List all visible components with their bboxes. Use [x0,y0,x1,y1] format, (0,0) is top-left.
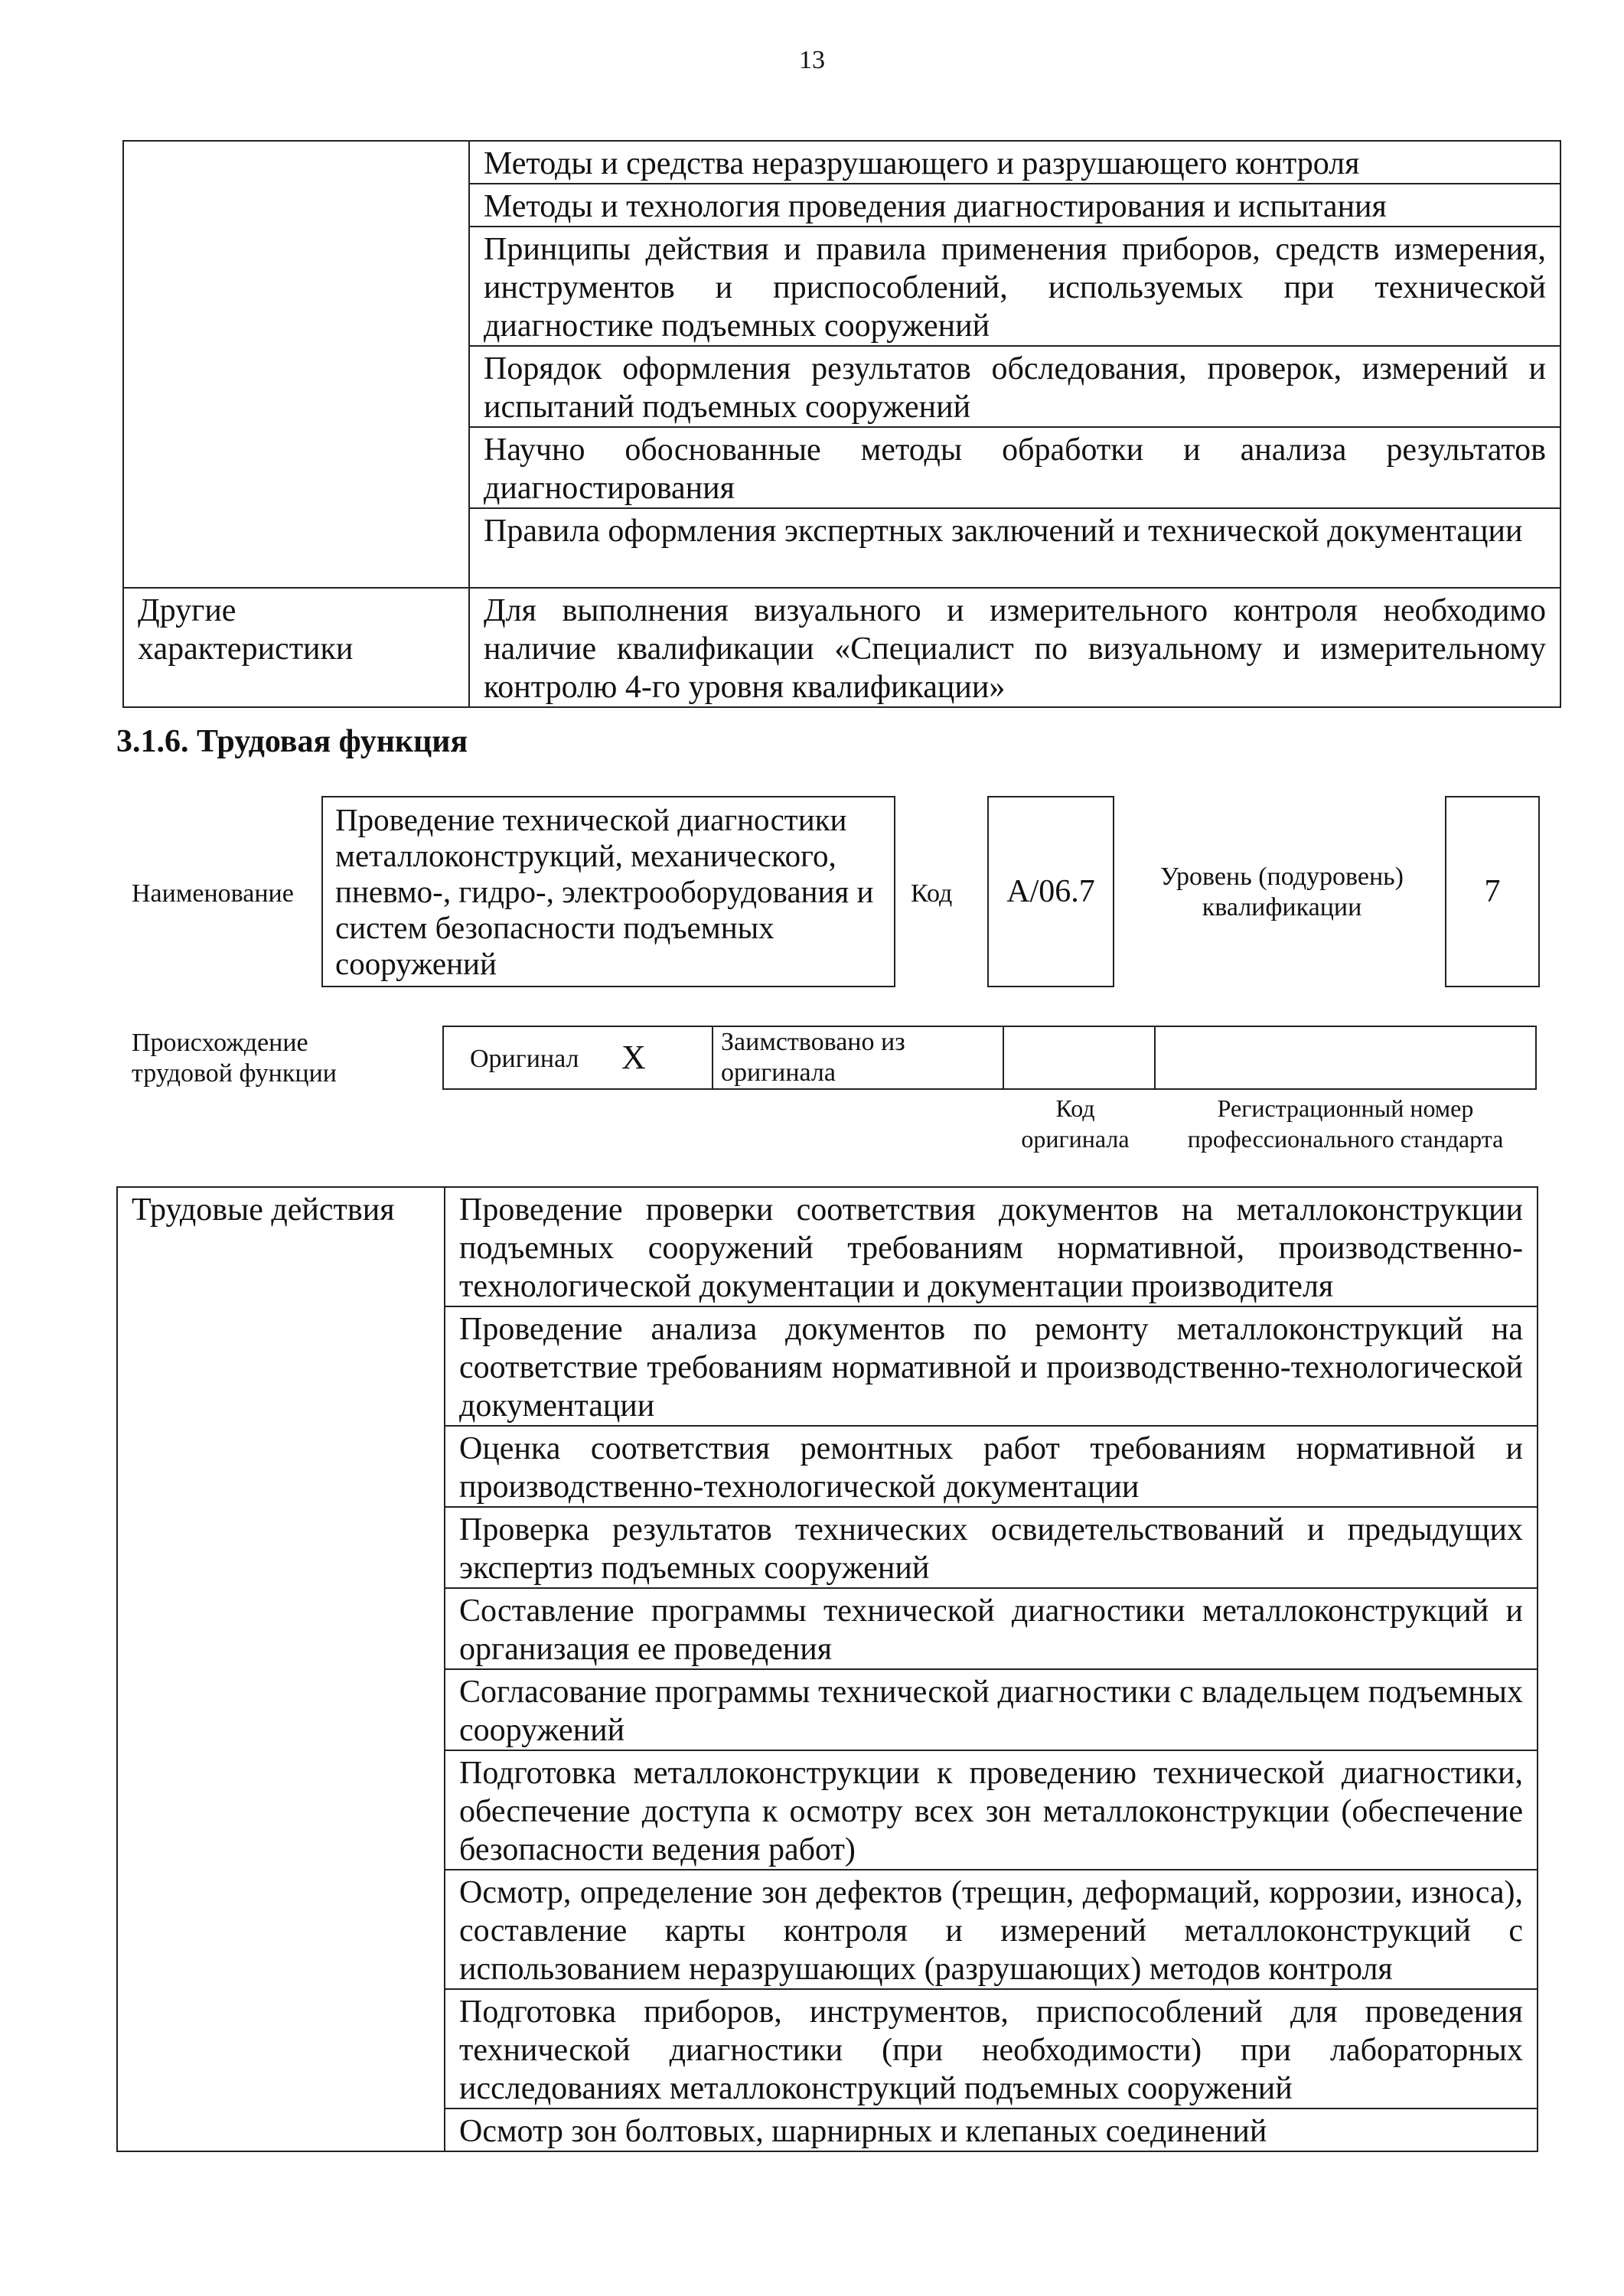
knowledge-row: Методы и средства неразрушающего и разрушающего контроля [469,141,1560,184]
code-original-cell [1003,1027,1156,1088]
original-mark: X [621,1039,646,1076]
borrowed-label: Заимствовано из оригинала [721,1028,905,1087]
labor-action: Составление программы технической диагностики металлоконструкций и организация ее проведения [445,1588,1538,1669]
knowledge-row: Принципы действия и правила применения приборов, средств измерения, инструментов и приспособлений, используемых при технической диагностике подъемных сооружений [469,227,1560,346]
code-label: Код [911,879,953,908]
other-characteristics-value: Для выполнения визуального и измерительного контроля необходимо наличие квалификации «Специалист по визуальному и измерительному контролю 4-го уровня квалификации» [469,588,1560,707]
original-label: Оригинал [470,1045,579,1073]
level-box [1445,796,1540,987]
labor-action: Подготовка приборов, инструментов, приспособлений для проведения технической диагностики (при необходимости) при лабораторных исследованиях металлоконструкций подъемных сооружений [445,1989,1538,2108]
function-name: Проведение технической диагностики металлоконструкций, механического, пневмо-, гидро-, электрооборудования и систем безопасности подъемных сооружений [335,802,874,981]
knowledge-row: Порядок оформления результатов обследования, проверок, измерений и испытаний подъемных сооружений [469,346,1560,427]
reg-number-caption: Регистрационный номер профессионального стандарта [1187,1094,1504,1153]
origin-label: Происхождение трудовой функции [132,1029,337,1088]
origin-row [442,1026,1537,1090]
labor-action: Оценка соответствия ремонтных работ требованиям нормативной и производственно-технологической документации [445,1426,1538,1507]
knowledge-row: Научно обоснованные методы обработки и анализа результатов диагностирования [469,427,1560,508]
knowledge-row: Правила оформления экспертных заключений и технической документации [469,508,1560,588]
labor-action: Подготовка металлоконструкции к проведению технической диагностики, обеспечение доступа к осмотру всех зон металлоконструкции (обеспечение безопасности ведения работ) [445,1750,1538,1870]
labor-actions-table [116,1186,1538,2152]
knowledge-table [122,140,1561,708]
name-box [321,796,895,987]
labor-action: Согласование программы технической диагностики с владельцем подъемных сооружений [445,1669,1538,1750]
level-label: Уровень (подуровень) квалификации [1159,863,1404,921]
empty-label-cell [123,141,469,588]
labor-actions-label: Трудовые действия [117,1187,445,2151]
code-value: A/06.7 [1006,874,1095,909]
labor-action: Проведение проверки соответствия документов на металлоконструкции подъемных сооружений требованиям нормативной, производственно-технологической документации и документации производителя [445,1187,1538,1306]
labor-action: Проведение анализа документов по ремонту металлоконструкций на соответствие требованиям нормативной и производственно-технологической документации [445,1306,1538,1426]
code-box [987,796,1114,987]
reg-number-cell [1154,1027,1537,1088]
level-value: 7 [1484,874,1501,909]
code-original-caption: Код оригинала [1021,1094,1130,1153]
name-label: Наименование [132,879,294,908]
section-title: 3.1.6. Трудовая функция [116,724,468,759]
other-characteristics-label: Другие характеристики [123,588,469,707]
page-number: 13 [799,46,825,74]
original-cell [444,1027,713,1088]
labor-action: Осмотр, определение зон дефектов (трещин, деформаций, коррозии, износа), составление карты контроля и измерений металлоконструкций с использованием неразрушающих (разрушающих) методов контроля [445,1870,1538,1989]
knowledge-row: Методы и технология проведения диагностирования и испытания [469,184,1560,227]
labor-action: Проверка результатов технических освидетельствований и предыдущих экспертиз подъемных сооружений [445,1507,1538,1588]
labor-action: Осмотр зон болтовых, шарнирных и клепаных соединений [445,2108,1538,2151]
